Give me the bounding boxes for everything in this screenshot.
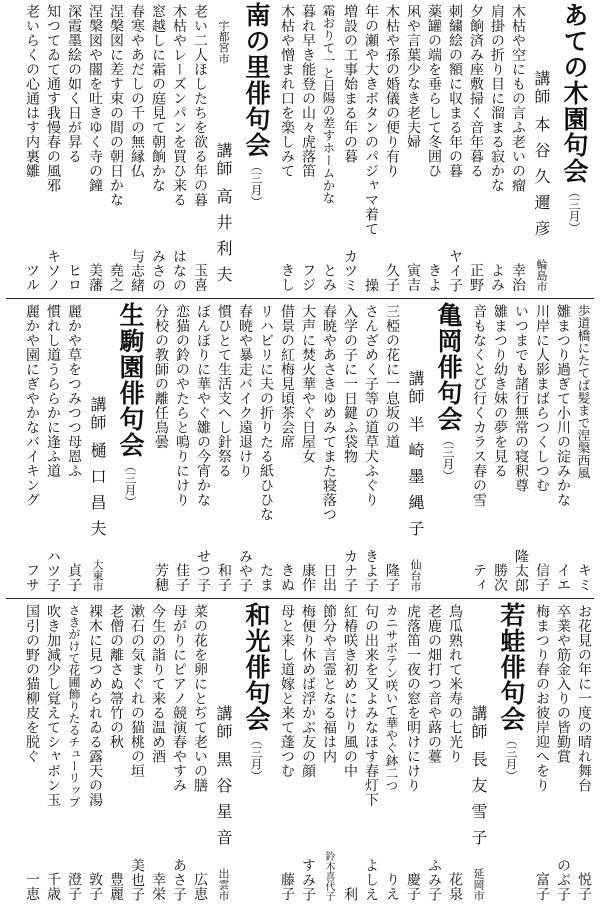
verse-text: 母がりにピアノ競演春やすみ: [171, 604, 187, 793]
verse-text: 歩道橋にたてば髪まで涅槃西風: [576, 304, 591, 479]
verse-text: 老鹿の畑打つ音や蕗の薹: [426, 604, 442, 764]
verse-text: 国引の野の猫柳皮を脱ぐ: [24, 604, 40, 764]
verse-author: みさの: [150, 248, 166, 292]
verse-text: ぼんぼりに華やぐ雛の今宵かな: [195, 304, 211, 507]
verse-author: 操: [363, 277, 379, 292]
teacher-name: 長友雪子: [469, 751, 488, 855]
verse: [189, 600, 210, 905]
verse-author: 佳子: [174, 563, 190, 592]
group-month: （ 三月 ）: [236, 160, 276, 208]
verse-author: 堯之: [108, 263, 124, 292]
verse: [468, 300, 489, 596]
verse-text: 入学の子に一日鍵ふ袋物: [342, 304, 358, 464]
verse-author: よみ: [489, 263, 505, 292]
verse: [318, 300, 339, 596]
verse: [510, 300, 531, 596]
verse: [423, 0, 444, 296]
verse: [552, 300, 573, 596]
verse: [21, 300, 42, 596]
verse: [444, 0, 465, 296]
teacher-city: 宇都宮市: [217, 20, 230, 64]
verse: [21, 600, 42, 905]
teacher: [528, 70, 554, 246]
verse: [444, 600, 465, 905]
verse: [360, 0, 381, 296]
verse-author: 信子: [534, 563, 550, 592]
verse-author: 美也子: [129, 857, 145, 901]
teacher-city: 出雲市: [217, 868, 230, 901]
verse-author: 敦子: [87, 872, 103, 901]
verse-author: 悦子: [576, 872, 592, 901]
verse-author: キミ: [576, 563, 592, 592]
teacher-city: 延岡市: [472, 868, 485, 901]
verse-author: 玉喜: [192, 263, 208, 292]
verse-author: 芳穂: [153, 563, 169, 592]
verse: [531, 600, 552, 905]
verse-author: 幸栄: [150, 872, 166, 901]
verse-text: 年の瀬や大きボタンのパジャマ着て: [363, 4, 379, 236]
verse-text: 紅椿咲き初めにけり風の中: [342, 604, 358, 778]
verse: [552, 600, 573, 905]
verse: [297, 0, 318, 296]
verse: [213, 300, 234, 596]
verse-text: 薬罐の端を垂らして冬囲ひ: [426, 4, 442, 178]
verse: [234, 300, 255, 596]
band-divider: [6, 598, 594, 599]
verse-text: 梅まつり春のお彼岸迎へをり: [534, 604, 550, 793]
verse-text: 母と来し道嫁と来て蓬つむ: [279, 604, 295, 778]
verse-author: ティ: [471, 563, 487, 592]
verse-text: 老い二人ほしたちを欲る年の暮: [192, 4, 208, 207]
verse: [63, 300, 84, 596]
verse: [297, 300, 318, 596]
verse-author: 勝次: [492, 563, 508, 592]
verse-author: 康作: [300, 563, 316, 592]
verse-author: 隆子: [384, 563, 400, 592]
verse: [339, 300, 360, 596]
verse-text: 漱石の気まぐれの猫桃の垣: [129, 604, 145, 778]
teacher-name: 半崎墨縄子: [406, 416, 425, 546]
verse-text: 知つてゐて通す我慢春の風邪: [45, 4, 61, 193]
verse-author: よしえ: [363, 857, 379, 901]
verse-author: カナ子: [342, 548, 358, 592]
verse-text: 涅槃図や闇を吐きゆく寺の鐘: [87, 4, 103, 193]
verse-text: いつまでも諸行無常の寝釈尊: [513, 304, 529, 493]
verse: [84, 0, 105, 296]
verse: [381, 600, 402, 905]
verse-author: 慶子: [405, 872, 421, 901]
teacher: [210, 142, 236, 292]
teacher-city: 大東市: [91, 559, 104, 592]
group-title: 若蛙俳句会: [497, 602, 526, 732]
verse: [63, 600, 84, 905]
verse: [276, 0, 297, 296]
teacher-label: 講師: [469, 705, 488, 741]
verse: [42, 300, 63, 596]
group-title-column: [236, 600, 276, 905]
verse-text: 老僧の離さぬ箒竹の秋: [108, 604, 124, 749]
group-month: （ 三月 ）: [110, 460, 150, 508]
verse-author: 与志緒: [129, 248, 145, 292]
verse-text: 今生の詣りて来る温め酒: [150, 604, 166, 764]
verse-author: りえ: [384, 872, 400, 901]
verse: [105, 600, 126, 905]
group-title-column: [236, 0, 276, 296]
verse: [192, 300, 213, 596]
verse: [189, 0, 210, 296]
verse-author: すみ子: [300, 857, 316, 901]
teacher-column: [210, 0, 236, 296]
verse-author: 利: [342, 886, 358, 901]
teacher-label: 講師: [214, 705, 233, 741]
verse-text: 川岸に人影まばらつくしつむ: [534, 304, 550, 493]
verse-text: 菜の花を卵にとぢて老いの膳: [192, 604, 208, 793]
teacher-column: [210, 600, 236, 905]
verse-text: 虎落笛一夜の窓を明けにけり: [405, 604, 421, 793]
verse-text: 木枯やレーズンパンを買ひ来る: [171, 4, 187, 207]
verse-author: 藤子: [279, 872, 295, 901]
verse-author: せつ子: [195, 548, 211, 592]
verse: [381, 300, 402, 596]
band-divider: [6, 298, 594, 299]
verse-author: きぬ: [279, 563, 295, 592]
verse-text: 裸木に見つめられゐる露天の湯: [87, 604, 103, 807]
group-title: 南の里俳句会: [242, 2, 271, 158]
verse-author: ヒロ: [66, 263, 82, 292]
verse-author: 貞子: [66, 563, 82, 592]
group-title-column: [491, 600, 531, 905]
verse-author: 正野: [468, 263, 484, 292]
verse-author: 澄子: [66, 872, 82, 901]
verse-author: きし: [279, 263, 295, 292]
verse: [402, 0, 423, 296]
verse-text: 大声に焚火華やぐ日屋女: [300, 304, 316, 464]
verse: [171, 300, 192, 596]
verse-author: ツル: [24, 263, 40, 292]
verse-author: 広恵: [192, 872, 208, 901]
teacher-column: [465, 600, 491, 905]
group-title: 亀岡俳句会: [434, 302, 463, 432]
verse: [168, 600, 189, 905]
verse-text: 肩掛の折り目に溜まる寂かな: [489, 4, 505, 193]
verse-author: 和子: [216, 563, 232, 592]
verse-text: 涅槃図に差す束の間の朝日かな: [108, 4, 124, 207]
verse-text: 夕餉済み座敷掃く音年暮る: [468, 4, 484, 178]
verse: [276, 300, 297, 596]
teacher: [84, 396, 110, 546]
verse: [42, 600, 63, 905]
teacher-name: 本谷久邇彦: [532, 116, 551, 246]
verse: [339, 0, 360, 296]
verse-author: 花泉: [447, 872, 463, 901]
group-month: （ 三月 ）: [554, 186, 594, 234]
verse-author: 豊麗: [108, 872, 124, 901]
verse-text: 吹き加減少し覚えてシャボン玉: [45, 604, 61, 807]
verse-text: 句の出来を又よみなほす春灯下: [363, 604, 379, 807]
verse-text: 春暁や暴走バイク遠退けり: [237, 304, 253, 478]
verse-author: フジ: [300, 263, 316, 292]
verse: [402, 600, 423, 905]
verse-author: イエ: [555, 563, 571, 592]
verse-author: 美藩: [87, 263, 103, 292]
verse-text: 霜おりて一と日陽の差すホームかな: [321, 4, 336, 204]
verse-text: 凩や言葉少なき老夫婦: [405, 4, 421, 149]
verse-text: 慣ひとて生活支へし針祭る: [216, 304, 232, 478]
verse: [573, 600, 594, 905]
verse: [339, 600, 360, 905]
group-title: あての木園句会: [560, 2, 589, 184]
verse: [360, 300, 381, 596]
verse: [465, 0, 486, 296]
verse-text: リハビリに夫の折りたる紙ひひな: [258, 304, 274, 522]
verse: [573, 300, 594, 596]
verse-text: 春暁やあさきゆめみてまた寝落つ: [321, 304, 337, 522]
verse-text: 刺繍絵の額に収まる年の暮: [447, 4, 463, 178]
band-middle: [6, 300, 594, 596]
verse-author: 久子: [384, 263, 400, 292]
verse-author: カツミ: [342, 248, 358, 292]
verse: [531, 300, 552, 596]
verse: [147, 600, 168, 905]
teacher-column: [84, 300, 110, 596]
verse-text: 木枯や憎まれ口を楽しみて: [279, 4, 295, 178]
verse: [21, 0, 42, 296]
verse: [381, 0, 402, 296]
verse-text: 雛まつり過ぎて小川の淀みかな: [555, 304, 571, 507]
teacher-city: 輪島市: [535, 259, 548, 292]
teacher-name: 高井利夫: [214, 188, 233, 292]
verse-text: 恋猫の鈴のやたらと鳴りにけり: [174, 304, 190, 507]
teacher-label: 講師: [406, 370, 425, 406]
verse-text: 麗かや草をつみつつ母恩ふ: [66, 304, 82, 478]
verse-text: お花見の年に一度の晴れ舞台: [576, 604, 592, 793]
verse-author: ふみ子: [426, 857, 442, 901]
verse-author: 隆太郎: [513, 548, 529, 592]
verse-text: 三椏の花に一息坂の道: [384, 304, 400, 449]
verse: [486, 0, 507, 296]
verse-text: 暮れ早き能登の山々虎落笛: [300, 4, 316, 178]
group-month: （ 三月 ）: [428, 434, 468, 482]
verse: [507, 0, 528, 296]
verse-author: 富子: [534, 872, 550, 901]
teacher-label: 講師: [88, 396, 107, 432]
verse: [318, 600, 339, 905]
group-title-column: [554, 0, 594, 296]
teacher-name: 黒谷星音: [214, 751, 233, 855]
verse-text: 慣れし道うららかに逢ふ道: [45, 304, 61, 478]
verse-author: キソノ: [45, 248, 61, 292]
verse-text: 卒業や筋金入りの皆勤賞: [555, 604, 571, 764]
teacher: [465, 705, 491, 855]
verse: [297, 600, 318, 905]
group-month: （ 三月 ）: [491, 734, 531, 782]
group-title-column: [110, 300, 150, 596]
verse-author: ハツ子: [45, 548, 61, 592]
verse-author: 日出: [321, 563, 337, 592]
verse-author: のぶ子: [555, 857, 571, 901]
verse: [126, 600, 147, 905]
verse-text: 木枯や孫の婚儀の便り有り: [384, 4, 400, 178]
verse-text: 分校の教師の離任鳥曇: [153, 304, 169, 449]
verse-author: きよ: [426, 263, 442, 292]
verse: [105, 0, 126, 296]
verse-text: 梅便り休めば浮かぶ友の顔: [300, 604, 316, 778]
verse-text: さきがけて花圃飾りたるチューリップ: [67, 604, 81, 808]
verse-author: たま: [258, 563, 274, 592]
verse-text: カニサボテン咲いて華やぐ鉢二つ: [384, 604, 399, 792]
verse: [150, 300, 171, 596]
verse-text: 木枯や空にもの言ふ老いの瘤: [510, 4, 526, 193]
verse-text: 窓越しに霜の庭見て朝餉かな: [150, 4, 166, 193]
verse: [126, 0, 147, 296]
verse: [489, 300, 510, 596]
verse-author: 千歳: [45, 872, 61, 901]
verse: [63, 0, 84, 296]
group-title: 生駒園俳句会: [116, 302, 145, 458]
teacher: [210, 705, 236, 855]
verse-text: 麗かや園にぎやかなバイキング: [24, 304, 40, 507]
group-title-column: [428, 300, 468, 596]
verse-author: きよ子: [363, 548, 379, 592]
teacher-column: [402, 300, 428, 596]
verse-author: はなの: [171, 248, 187, 292]
verse-author: 幸治: [510, 263, 526, 292]
verse-text: 節分や言霊となる福は内: [321, 604, 337, 764]
teacher-name: 樋口昌夫: [88, 442, 107, 546]
verse-author: とみ: [321, 263, 337, 292]
verse-author: みや子: [237, 548, 253, 592]
verse-author: 一恵: [24, 872, 40, 901]
verse-author: 寅吉: [405, 263, 421, 292]
verse-author: あさ子: [171, 857, 187, 901]
verse-text: 老いらくの心通はす内裏雛: [24, 4, 40, 178]
verse: [147, 0, 168, 296]
verse: [168, 0, 189, 296]
verse: [84, 600, 105, 905]
verse-text: さんざめく子等の道草犬ふぐり: [363, 304, 379, 507]
teacher: [402, 370, 428, 546]
verse-author: ヤイ子: [447, 248, 463, 292]
group-title: 和光俳句会: [242, 602, 271, 732]
verse: [42, 0, 63, 296]
group-month: （ 三月 ）: [236, 734, 276, 782]
verse-text: 雛まつり幼き妹の夢を見る: [492, 304, 508, 478]
verse: [423, 600, 444, 905]
verse-text: 借景の紅梅見頃茶会席: [279, 304, 295, 449]
verse: [276, 600, 297, 905]
verse: [360, 600, 381, 905]
verse-text: 深霞墨絵の如く日が昇る: [66, 4, 82, 164]
verse-text: 鳥瓜熟れて米寿の七光り: [447, 604, 463, 764]
verse: [255, 300, 276, 596]
verse-text: 春寒やあだしの千の無縁仏: [129, 4, 145, 178]
band-bottom: [6, 600, 594, 905]
teacher-city: 仙台市: [409, 559, 422, 592]
verse-text: 増設の工事始まる年の暮: [342, 4, 358, 164]
verse-author: フサ: [24, 563, 40, 592]
verse: [318, 0, 339, 296]
teacher-column: [528, 0, 554, 296]
band-top: [6, 0, 594, 296]
teacher-label: 講師: [214, 142, 233, 178]
verse-author: 鈴木喜代子: [323, 851, 334, 901]
teacher-label: 講師: [532, 70, 551, 106]
verse-text: 音もなくとび行くカラス春の雪: [471, 304, 487, 507]
